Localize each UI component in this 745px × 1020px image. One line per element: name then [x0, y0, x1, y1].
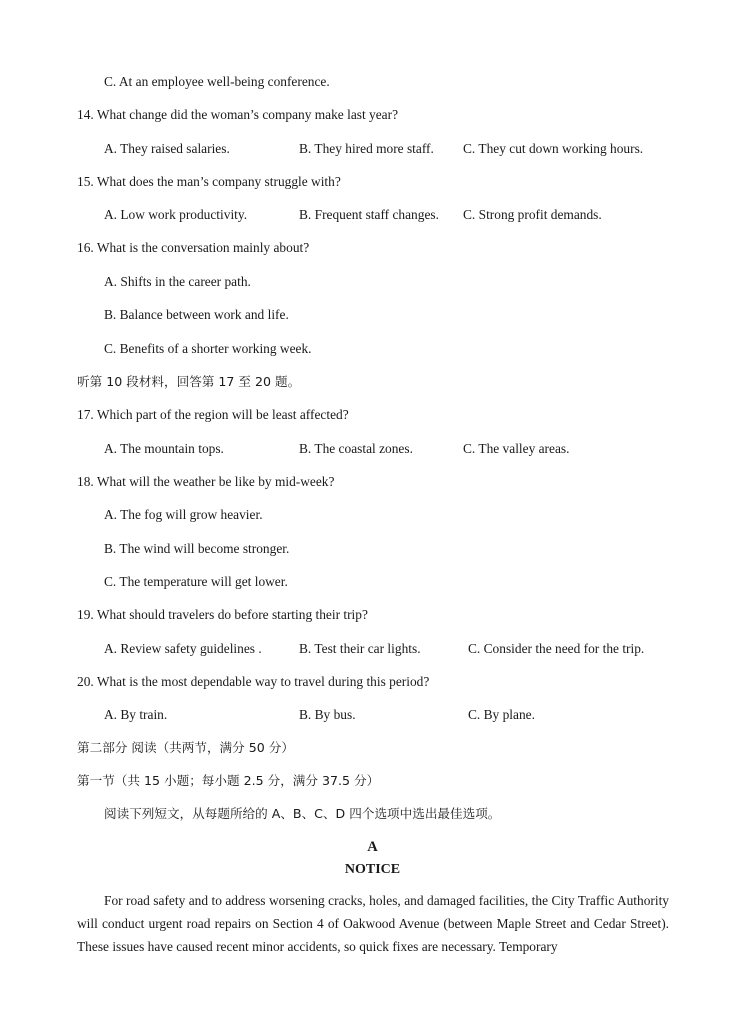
q14-option-a: A. They raised salaries. [104, 141, 230, 156]
q14-option-c: C. They cut down working hours. [463, 141, 644, 156]
q15-option-c: C. Strong profit demands. [463, 207, 602, 222]
section-10-intro: 听第 10 段材料，回答第 17 至 20 题。 [77, 374, 301, 389]
q14-stem: 14. What change did the woman’s company make last year? [77, 107, 399, 122]
passage-paragraph: For road safety and to address worsening cracks, holes, and damaged facilities, the City Traffic Authority will conduct urgent road repairs on Section 4 of Oakwood Avenue (between Maple Street and Cedar Street). These issues have caused recent minor accidents, so quick fixes are necessary. Temporary [77, 893, 669, 954]
q16-option-c: C. Benefits of a shorter working week. [104, 341, 312, 356]
q19-stem: 19. What should travelers do before starting their trip? [77, 607, 368, 622]
q15-option-b: B. Frequent staff changes. [299, 207, 439, 222]
q20-stem: 20. What is the most dependable way to travel during this period? [77, 674, 430, 689]
q18-option-c: C. The temperature will get lower. [104, 574, 288, 589]
q16-stem: 16. What is the conversation mainly about? [77, 240, 310, 255]
passage-body [77, 889, 669, 958]
q19-option-a: A. Review safety guidelines . [104, 641, 262, 656]
passage-title: NOTICE [344, 862, 401, 877]
q20-option-b: B. By bus. [299, 707, 356, 722]
q15-option-a: A. Low work productivity. [104, 207, 248, 222]
passage-letter: A [367, 839, 378, 855]
q19-option-c: C. Consider the need for the trip. [468, 641, 645, 656]
q17-option-a: A. The mountain tops. [104, 441, 224, 456]
q13-option-c: C. At an employee well-being conference. [104, 74, 330, 89]
q19-option-b: B. Test their car lights. [299, 641, 421, 656]
q14-option-b: B. They hired more staff. [299, 141, 434, 156]
q15-stem: 15. What does the man’s company struggle with? [77, 174, 341, 189]
q18-option-a: A. The fog will grow heavier. [104, 507, 263, 522]
q16-option-b: B. Balance between work and life. [104, 307, 289, 322]
reading-part-heading: 第二部分 阅读（共两节，满分 50 分） [77, 740, 294, 755]
q16-option-a: A. Shifts in the career path. [104, 274, 251, 289]
q17-stem: 17. Which part of the region will be least affected? [77, 407, 349, 422]
q18-stem: 18. What will the weather be like by mid-week? [77, 474, 335, 489]
q20-option-a: A. By train. [104, 707, 168, 722]
reading-section-heading: 第一节（共 15 小题；每小题 2.5 分，满分 37.5 分） [77, 773, 380, 788]
q17-option-b: B. The coastal zones. [299, 441, 413, 456]
q18-option-b: B. The wind will become stronger. [104, 541, 290, 556]
q17-option-c: C. The valley areas. [463, 441, 570, 456]
reading-instruction: 阅读下列短文，从每题所给的 A、B、C、D 四个选项中选出最佳选项。 [104, 806, 501, 821]
q20-option-c: C. By plane. [468, 707, 535, 722]
